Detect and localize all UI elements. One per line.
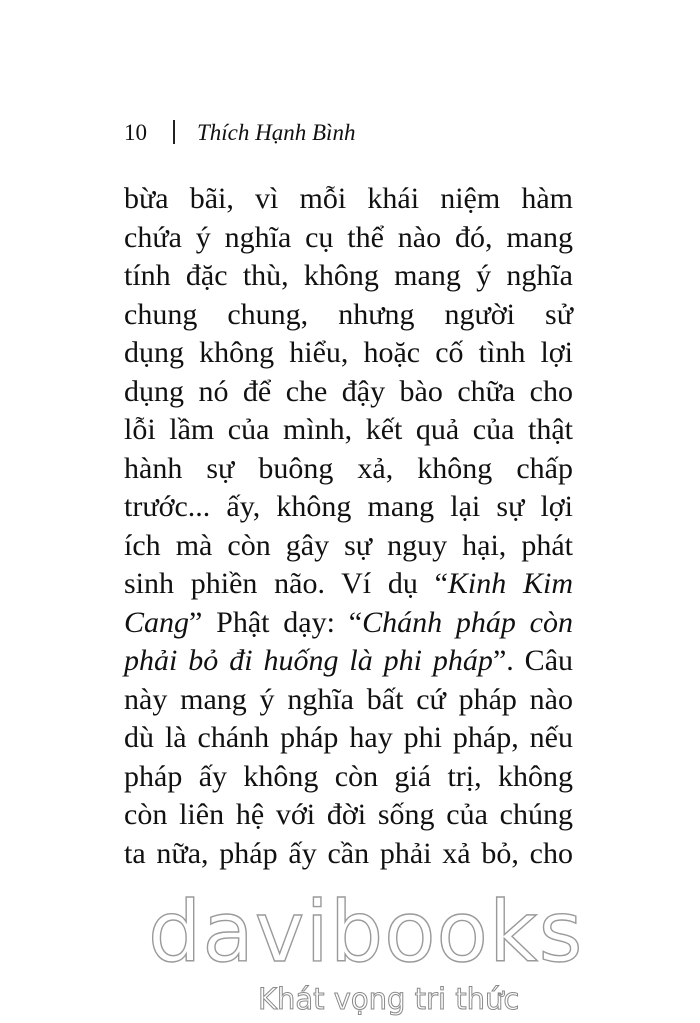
italic-title: Cang (124, 605, 190, 639)
italic-title: Kinh Kim (447, 567, 574, 600)
text-line: tính đặc thù, không mang ý nghĩa (124, 259, 573, 292)
header-divider (173, 120, 175, 144)
text-line: ta nữa, pháp ấy cần phải xả bỏ, cho (124, 836, 573, 870)
text-line: dù là chánh pháp hay phi pháp, nếu (124, 721, 573, 754)
running-header (124, 118, 355, 148)
text-line: phải bỏ đi huống là phi pháp”. Câu (124, 644, 574, 677)
text-line: còn liên hệ với đời sống của chúng (124, 798, 573, 831)
running-title: Thích Hạnh Bình (197, 120, 356, 145)
page-number: 10 (124, 120, 147, 145)
text-line: bừa bãi, vì mỗi khái niệm hàm (124, 182, 573, 215)
text-line: trước... ấy, không mang lại sự lợi (124, 490, 573, 523)
body-text (124, 180, 573, 873)
text-line: ích mà còn gây sự nguy hại, phát (124, 528, 573, 562)
watermark-logo: davibooks (148, 883, 584, 981)
text-line: chung chung, nhưng người sử (124, 297, 573, 331)
watermark-tagline: Khát vọng tri thức (258, 982, 520, 1016)
text-line: dụng nó để che đậy bào chữa cho (124, 374, 573, 408)
italic-quote: Chánh pháp còn (362, 605, 574, 639)
text-line: này mang ý nghĩa bất cứ pháp nào (124, 682, 573, 716)
text-line: hành sự buông xả, không chấp (124, 451, 573, 485)
text-line: Cang” Phật dạy: “Chánh pháp còn (124, 605, 574, 639)
text-line: lỗi lầm của mình, kết quả của thật (124, 413, 573, 446)
text-line: chứa ý nghĩa cụ thể nào đó, mang (124, 220, 573, 254)
text-line: pháp ấy không còn giá trị, không (124, 759, 573, 793)
text-line: dụng không hiểu, hoặc cố tình lợi (124, 336, 573, 369)
text-line: sinh phiền não. Ví dụ “Kinh Kim (124, 567, 574, 600)
italic-quote: phải bỏ đi huống là phi pháp (124, 644, 493, 677)
